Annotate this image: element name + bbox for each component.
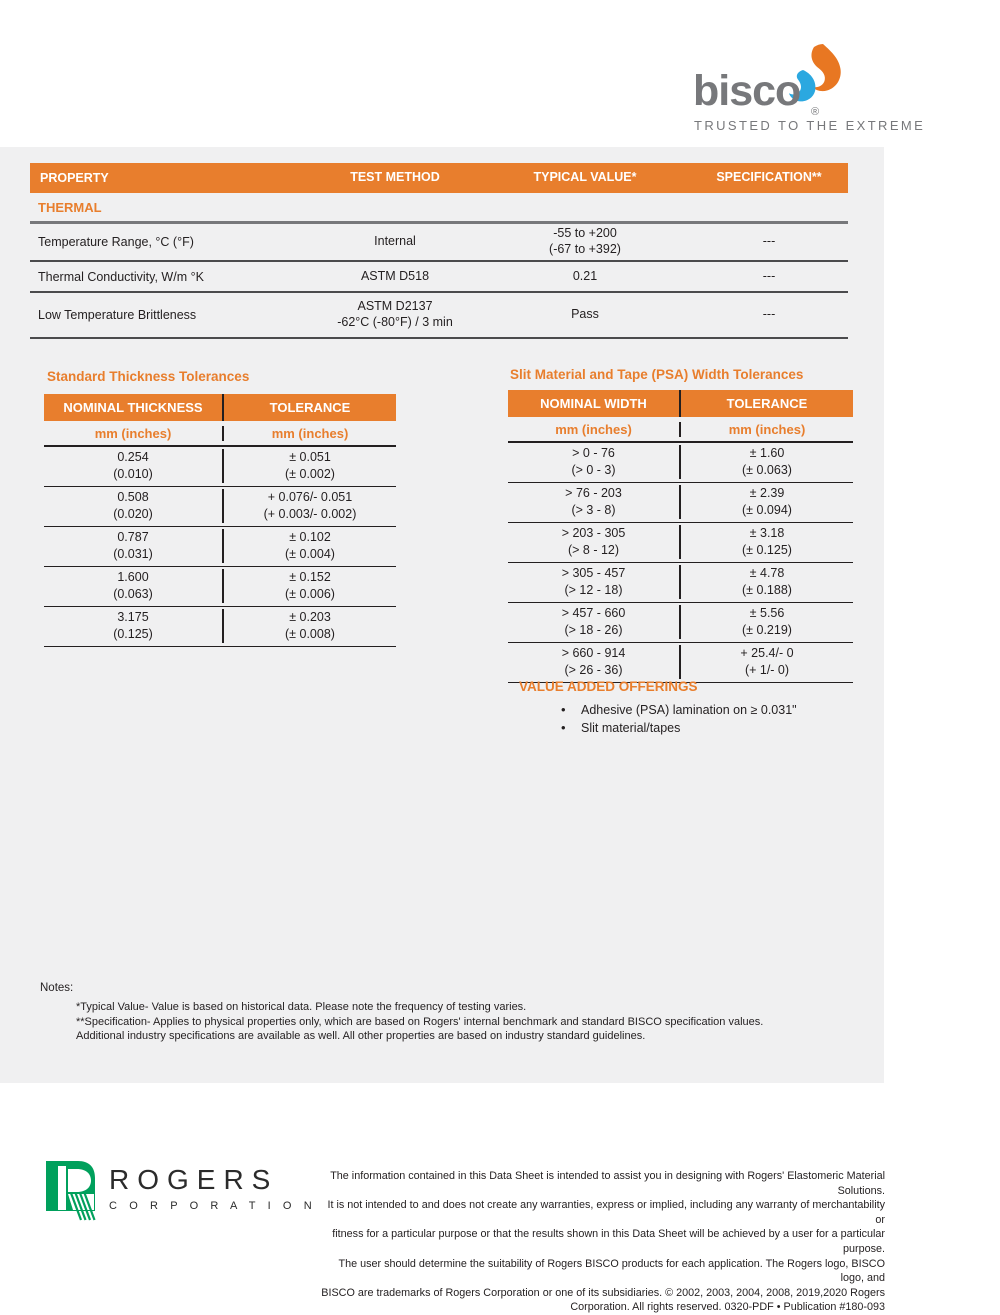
table-row: > 76 - 203 (> 3 - 8) ± 2.39 (± 0.094): [508, 483, 853, 523]
bisco-wordmark: bisco: [693, 67, 801, 115]
value-added-title: VALUE ADDED OFFERINGS: [519, 679, 698, 694]
table-row: [30, 262, 848, 293]
thickness-table-header: [44, 394, 396, 421]
column-header-tolerance: TOLERANCE: [222, 394, 396, 421]
table-row: 0.254 (0.010) ± 0.051 (± 0.002): [44, 447, 396, 487]
rogers-logo: [45, 1160, 316, 1222]
cell-specification: ---: [762, 234, 776, 249]
notes-label: Notes:: [40, 982, 74, 994]
bisco-tagline: TRUSTED TO THE EXTREME: [694, 118, 926, 133]
rogers-wordmark: ROGERS: [109, 1164, 279, 1195]
cell-specification: ---: [762, 268, 776, 283]
table-row: > 203 - 305 (> 8 - 12) ± 3.18 (± 0.125): [508, 523, 853, 563]
cell-typical-value: Pass: [571, 307, 599, 322]
table-row: > 660 - 914 (> 26 - 36) + 25.4/- 0 (+ 1/- 0): [508, 643, 853, 683]
column-header-test-method: TEST METHOD: [350, 170, 440, 185]
rogers-r-icon: [45, 1160, 97, 1222]
column-header-specification: SPECIFICATION**: [716, 170, 822, 185]
section-label-thermal: THERMAL: [30, 193, 848, 224]
properties-table: [30, 163, 848, 339]
properties-table-header: [30, 163, 848, 193]
column-header-nominal-thickness: NOMINAL THICKNESS: [63, 400, 203, 415]
cell-test-method: ASTM D518: [360, 268, 430, 283]
rogers-corporation-label: C O R P O R A T I O N: [109, 1200, 317, 1212]
thickness-table: [44, 394, 396, 647]
table-row: 0.508 (0.020) + 0.076/- 0.051 (+ 0.003/- 0.002): [44, 487, 396, 527]
thickness-table-title: Standard Thickness Tolerances: [47, 369, 250, 384]
registered-mark: ®: [811, 106, 820, 118]
units-row: mm (inches) mm (inches): [508, 417, 853, 443]
table-row: > 457 - 660 (> 18 - 26) ± 5.56 (± 0.219): [508, 603, 853, 643]
table-row: [30, 293, 848, 339]
column-header-property: PROPERTY: [40, 171, 109, 185]
units-row: mm (inches) mm (inches): [44, 421, 396, 447]
width-table-title: Slit Material and Tape (PSA) Width Tolerances: [510, 367, 804, 382]
table-row: 0.787 (0.031) ± 0.102 (± 0.004): [44, 527, 396, 567]
column-header-typical-value: TYPICAL VALUE*: [533, 170, 637, 185]
table-row: > 305 - 457 (> 12 - 18) ± 4.78 (± 0.188): [508, 563, 853, 603]
legal-text: The information contained in this Data Sheet is intended to assist you in designing with Rogers' Elastomeric Material Solutions. It is not intended to and does not create any warranties, express or implied, including any warranty of merchantability or fitness for a particular purpose or that the results shown in this Data Sheet will be achieved by a user for a particular purpose. The user should determine the suitability of Rogers BISCO products for each application. The Rogers logo, BISCO logo, and BISCO are trademarks of Rogers Corporation or one of its subsidiaries. © 2002, 2003, 2004, 2008, 2019,2020 Rogers Corporation. All rights reserved. 0320-PDF • Publication #180-093: [321, 1170, 885, 1314]
cell-property: Temperature Range, °C (°F): [38, 235, 194, 249]
value-added-offerings: [519, 679, 859, 737]
list-item: • Slit material/tapes: [519, 719, 859, 737]
bisco-logo: [693, 44, 926, 136]
column-header-nominal-width: NOMINAL WIDTH: [540, 396, 647, 411]
width-table: [508, 390, 853, 683]
list-item: • Adhesive (PSA) lamination on ≥ 0.031": [519, 701, 859, 719]
table-row: > 0 - 76 (> 0 - 3) ± 1.60 (± 0.063): [508, 443, 853, 483]
notes-section: [40, 982, 800, 1044]
cell-test-method: ASTM D2137 -62°C (-80°F) / 3 min: [337, 299, 453, 329]
table-row: 3.175 (0.125) ± 0.203 (± 0.008): [44, 607, 396, 647]
table-row: 1.600 (0.063) ± 0.152 (± 0.006): [44, 567, 396, 607]
column-header-tolerance: TOLERANCE: [679, 390, 853, 417]
cell-typical-value: 0.21: [572, 268, 598, 283]
cell-test-method: Internal: [374, 234, 416, 249]
cell-property: Low Temperature Brittleness: [38, 308, 197, 322]
cell-typical-value: -55 to +200 (-67 to +392): [549, 226, 621, 256]
notes-text: *Typical Value- Value is based on historical data. Please note the frequency of testing varies. **Specification- Applies to physical properties only, which are based on Rogers' internal benchmark and standard BISCO specification values. Additional industry specifications are available as well. All other properties are based on industry standard guidelines.: [76, 1001, 764, 1043]
cell-property: Thermal Conductivity, W/m °K: [38, 269, 204, 284]
table-row: [30, 224, 848, 262]
width-table-header: [508, 390, 853, 417]
cell-specification: ---: [762, 307, 776, 322]
